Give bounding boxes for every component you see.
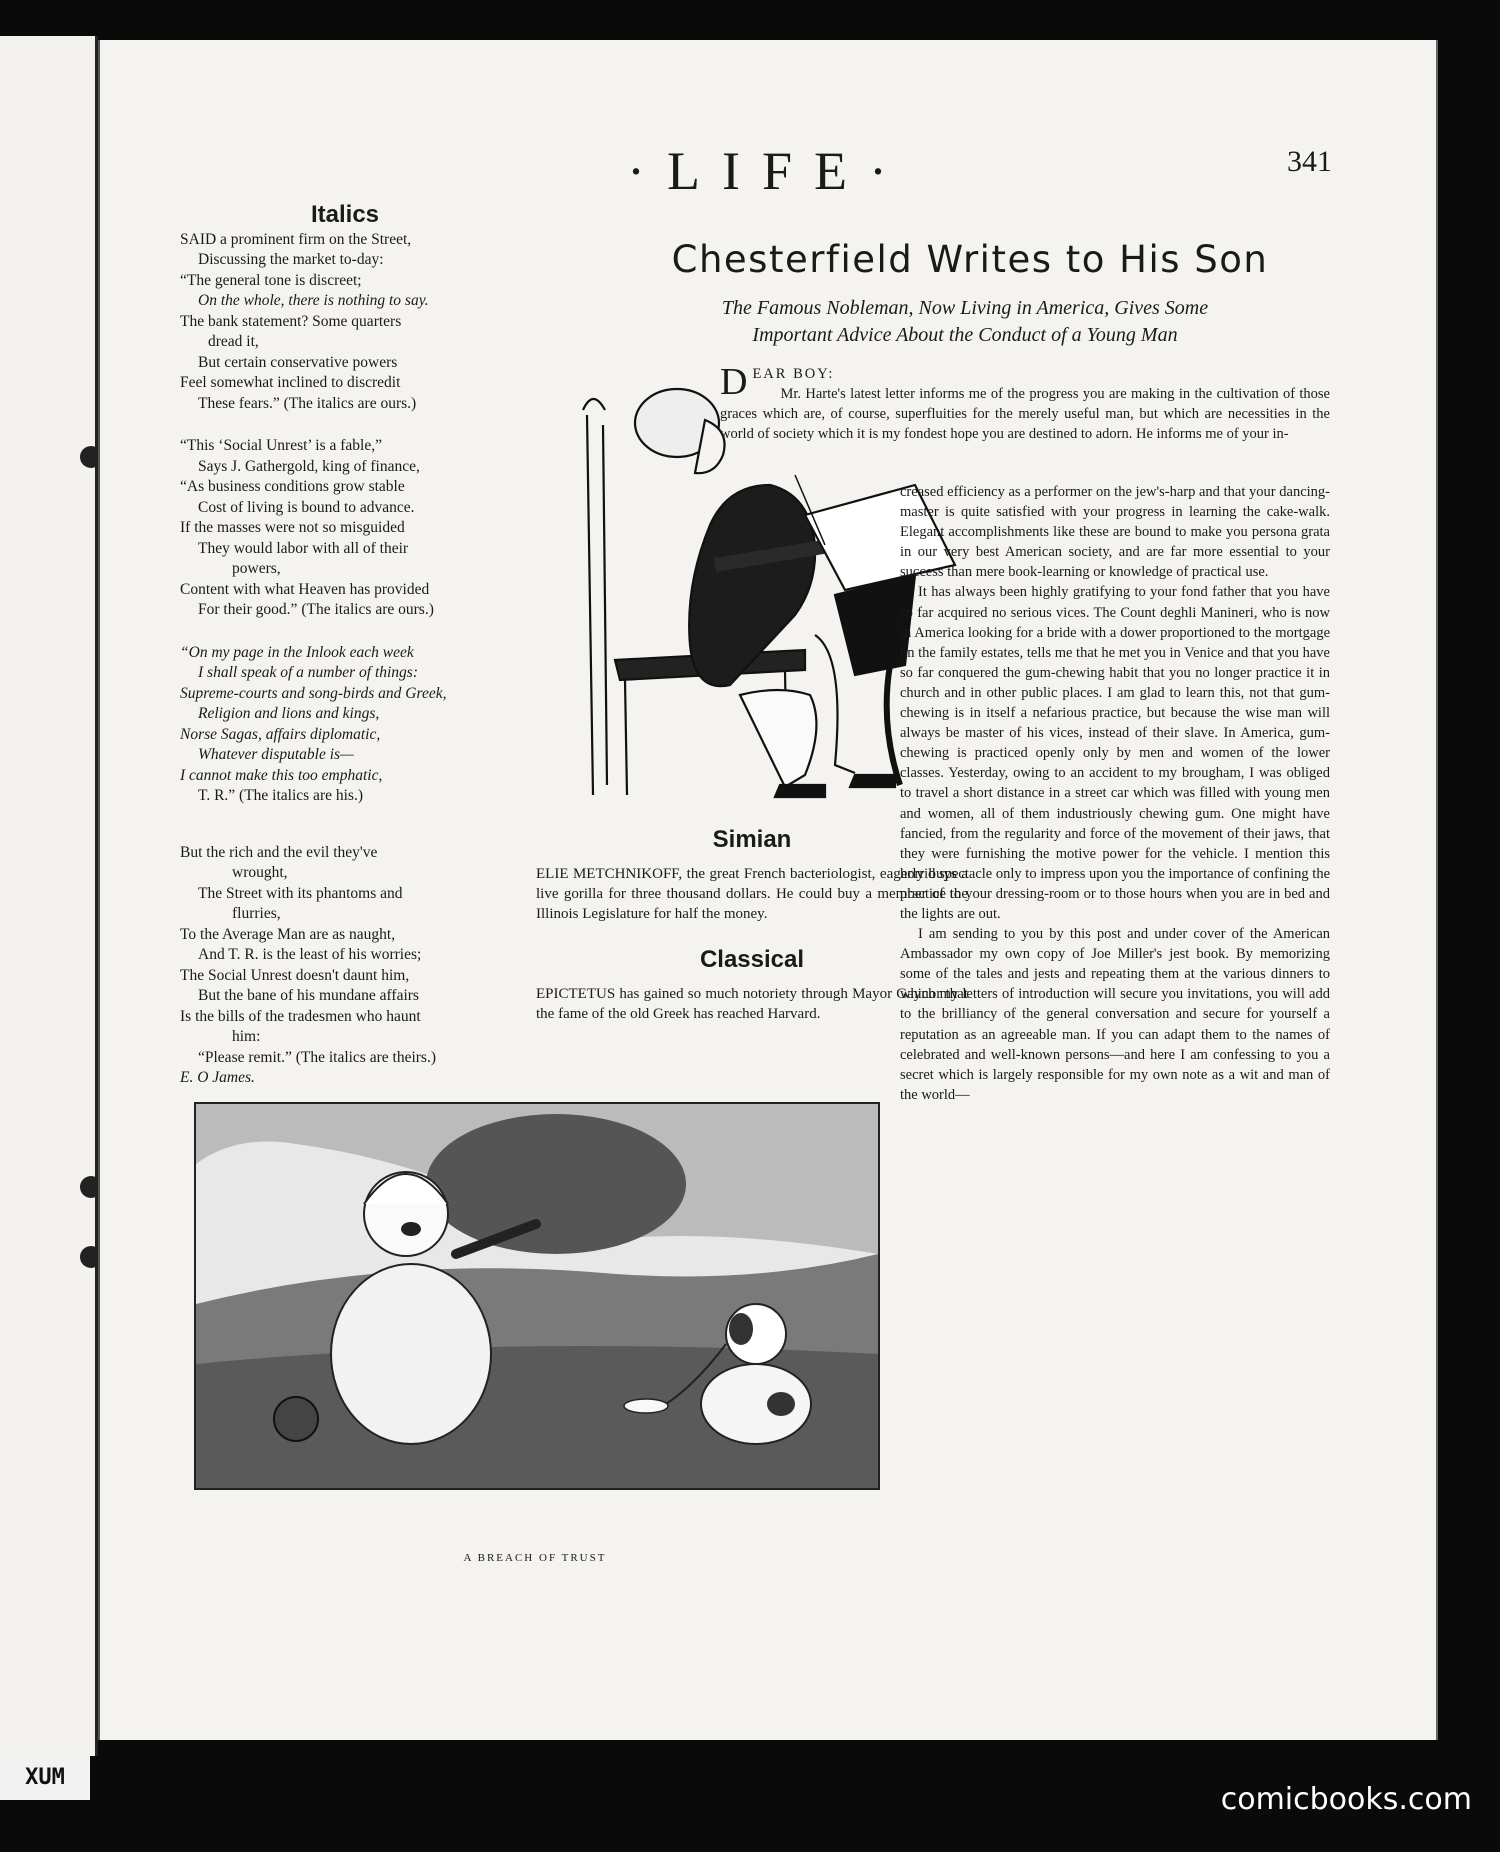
poem-line: powers, bbox=[232, 560, 281, 577]
poem-line: If the masses were not so misguided bbox=[180, 519, 405, 536]
poem-line: For their good.” (The italics are ours.) bbox=[198, 601, 434, 618]
poem-line: Content with what Heaven has provided bbox=[180, 580, 430, 598]
classical-text: EPICTETUS has gained so much notoriety through Mayor Gaynor that the fame of the old Greek has reached Harvard. bbox=[536, 986, 968, 1022]
poem-line: SAID a prominent firm on the Street, bbox=[180, 230, 412, 248]
poem-line: wrought, bbox=[232, 864, 288, 881]
poem-line: Norse Sagas, affairs diplomatic, bbox=[180, 725, 381, 743]
poem-line: The Social Unrest doesn't daunt him, bbox=[180, 966, 410, 984]
poem-line: I cannot make this too emphatic, bbox=[180, 766, 383, 784]
poem-line: These fears.” (The italics are ours.) bbox=[198, 394, 417, 412]
poem-line: The Street with its phantoms and bbox=[198, 884, 403, 902]
masthead: ·LIFE· bbox=[627, 141, 909, 201]
poem-line: him: bbox=[232, 1028, 261, 1045]
italics-poem bbox=[180, 201, 510, 1111]
letter-intro-text: Mr. Harte's latest letter informs me of the progress you are making in the cultivation of those graces which are, of course, superfluities for the merely useful man, but which are necessities in the world of society which it is my fondest hope you are destined to adorn. He informs me of your in- bbox=[720, 386, 1330, 442]
letter-paragraph: I am sending to you by this post and under cover of the American Ambassador my own copy of Joe Miller's jest book. By memorizing some of the tales and jests and repeating them at the various dinners to which my letters of introduction will secure you invitations, you will add to the brilliancy of the general conversation and secure for yourself a reputation as an agreeable man. If you can adapt them to the names of celebrated and well-known persons—and here I am confessing to you a secret which is largely responsible for my own note as a wit and man of the world— bbox=[900, 926, 1330, 1103]
stanza-4 bbox=[180, 843, 510, 1089]
page-number: 341 bbox=[1287, 145, 1332, 178]
poem-title: Italics bbox=[310, 201, 380, 228]
poem-line: Religion and lions and kings, bbox=[198, 705, 380, 722]
poem-line: Feel somewhat inclined to discredit bbox=[180, 374, 401, 391]
stanza-1 bbox=[180, 230, 510, 415]
poem-line: But certain conservative powers bbox=[198, 353, 398, 371]
letter-paragraph: creased efficiency as a performer on the jew's-harp and that your dancing-master is quite satisfied with your progress in learning the cake-walk. Elegant accomplishments like these are bound to make you persona grata in our very best American society, and are far more essential to your success than mere book-learning or knowledge of practical use. bbox=[900, 484, 1330, 581]
poem-line: “The general tone is discreet; bbox=[180, 271, 362, 289]
scan-tag: XUM bbox=[0, 1756, 90, 1800]
magazine-page bbox=[98, 40, 1438, 1740]
poem-line: “On my page in the Inlook each week bbox=[180, 643, 414, 661]
subtitle-line: Important Advice About the Conduct of a Young Man bbox=[752, 324, 1178, 346]
stanza-3 bbox=[180, 643, 510, 807]
poem-author: E. O James. bbox=[180, 1069, 255, 1086]
poem-line: To the Average Man are as naught, bbox=[180, 925, 396, 943]
stanza-2 bbox=[180, 436, 510, 621]
poem-line: “This ‘Social Unrest’ is a fable,” bbox=[180, 437, 382, 454]
letter-paragraph: It has always been highly gratifying to your fond father that you have so far acquired no serious vices. The Count deghli Manineri, who is now in America looking for a bride with a dower proportioned to the mortgage on the family estates, tells me that he met you in Venice and that you have so far conquered the gum-chewing habit that you no longer practice it in church and in other public places. I am glad to learn this, not that gum-chewing is in itself a nefarious practice, but because the wise man will always be master of his vices, instead of their slave. In America, gum-chewing is practiced openly only by men and women of the lower classes. Yesterday, owing to an accident to my brougham, I was obliged to travel a short distance in a street car which was filled with young men and women, all of them industriously chewing gum. One might have fancied, from the regularity and force of the movement of their jaws, that they were furnishing the motive power for the vehicle. I mention this horrid spectacle only to impress upon you the importance of confining the practice to your dressing-room or to those hours when you are in bed and the lights are out. bbox=[900, 584, 1330, 922]
subtitle-line: The Famous Nobleman, Now Living in America, Gives Some bbox=[721, 297, 1209, 319]
poem-line: dread it, bbox=[208, 333, 259, 350]
poem-line: But the bane of his mundane affairs bbox=[198, 987, 419, 1004]
article-subtitle bbox=[570, 295, 1360, 349]
poem-line: Discussing the market to-day: bbox=[198, 251, 384, 268]
poem-line: They would labor with all of their bbox=[198, 539, 409, 557]
classical-title: Classical bbox=[699, 946, 805, 973]
page-header bbox=[100, 140, 1436, 202]
poem-line: But the rich and the evil they've bbox=[180, 843, 378, 861]
poem-line: Cost of living is bound to advance. bbox=[198, 498, 415, 516]
poem-line: T. R.” (The italics are his.) bbox=[198, 787, 363, 804]
poem-line: I shall speak of a number of things: bbox=[198, 664, 418, 681]
poem-line: Whatever disputable is— bbox=[198, 746, 354, 763]
letter-greeting: EAR BOY: bbox=[752, 366, 835, 382]
facing-page-edge bbox=[0, 36, 98, 1756]
poem-line: Supreme-courts and song-birds and Greek, bbox=[180, 684, 447, 702]
drop-cap: D bbox=[720, 361, 748, 403]
poem-line: Says J. Gathergold, king of finance, bbox=[198, 457, 420, 475]
poem-line: “Please remit.” (The italics are theirs.) bbox=[198, 1048, 436, 1066]
poem-line: And T. R. is the least of his worries; bbox=[198, 946, 422, 963]
poem-line: On the whole, there is nothing to say. bbox=[198, 292, 429, 309]
cartoon-caption: A BREACH OF TRUST bbox=[463, 1552, 607, 1564]
letter-intro bbox=[720, 361, 1330, 444]
simian-text: ELIE METCHNIKOFF, the great French bacteriologist, eagerly buys a live gorilla for three thousand dollars. He could buy a member of the Illinois Legislature for half the money. bbox=[536, 866, 968, 922]
poem-line: “As business conditions grow stable bbox=[180, 478, 405, 495]
article-title: Chesterfield Writes to His Son bbox=[671, 238, 1269, 281]
poem-line: flurries, bbox=[232, 905, 281, 922]
breach-of-trust-cartoon bbox=[194, 1102, 880, 1490]
site-watermark: comicbooks.com bbox=[1220, 1782, 1472, 1817]
poem-line: The bank statement? Some quarters bbox=[180, 312, 402, 330]
short-items bbox=[536, 826, 968, 1050]
poem-line: Is the bills of the tradesmen who haunt bbox=[180, 1007, 421, 1025]
simian-title: Simian bbox=[712, 826, 792, 853]
